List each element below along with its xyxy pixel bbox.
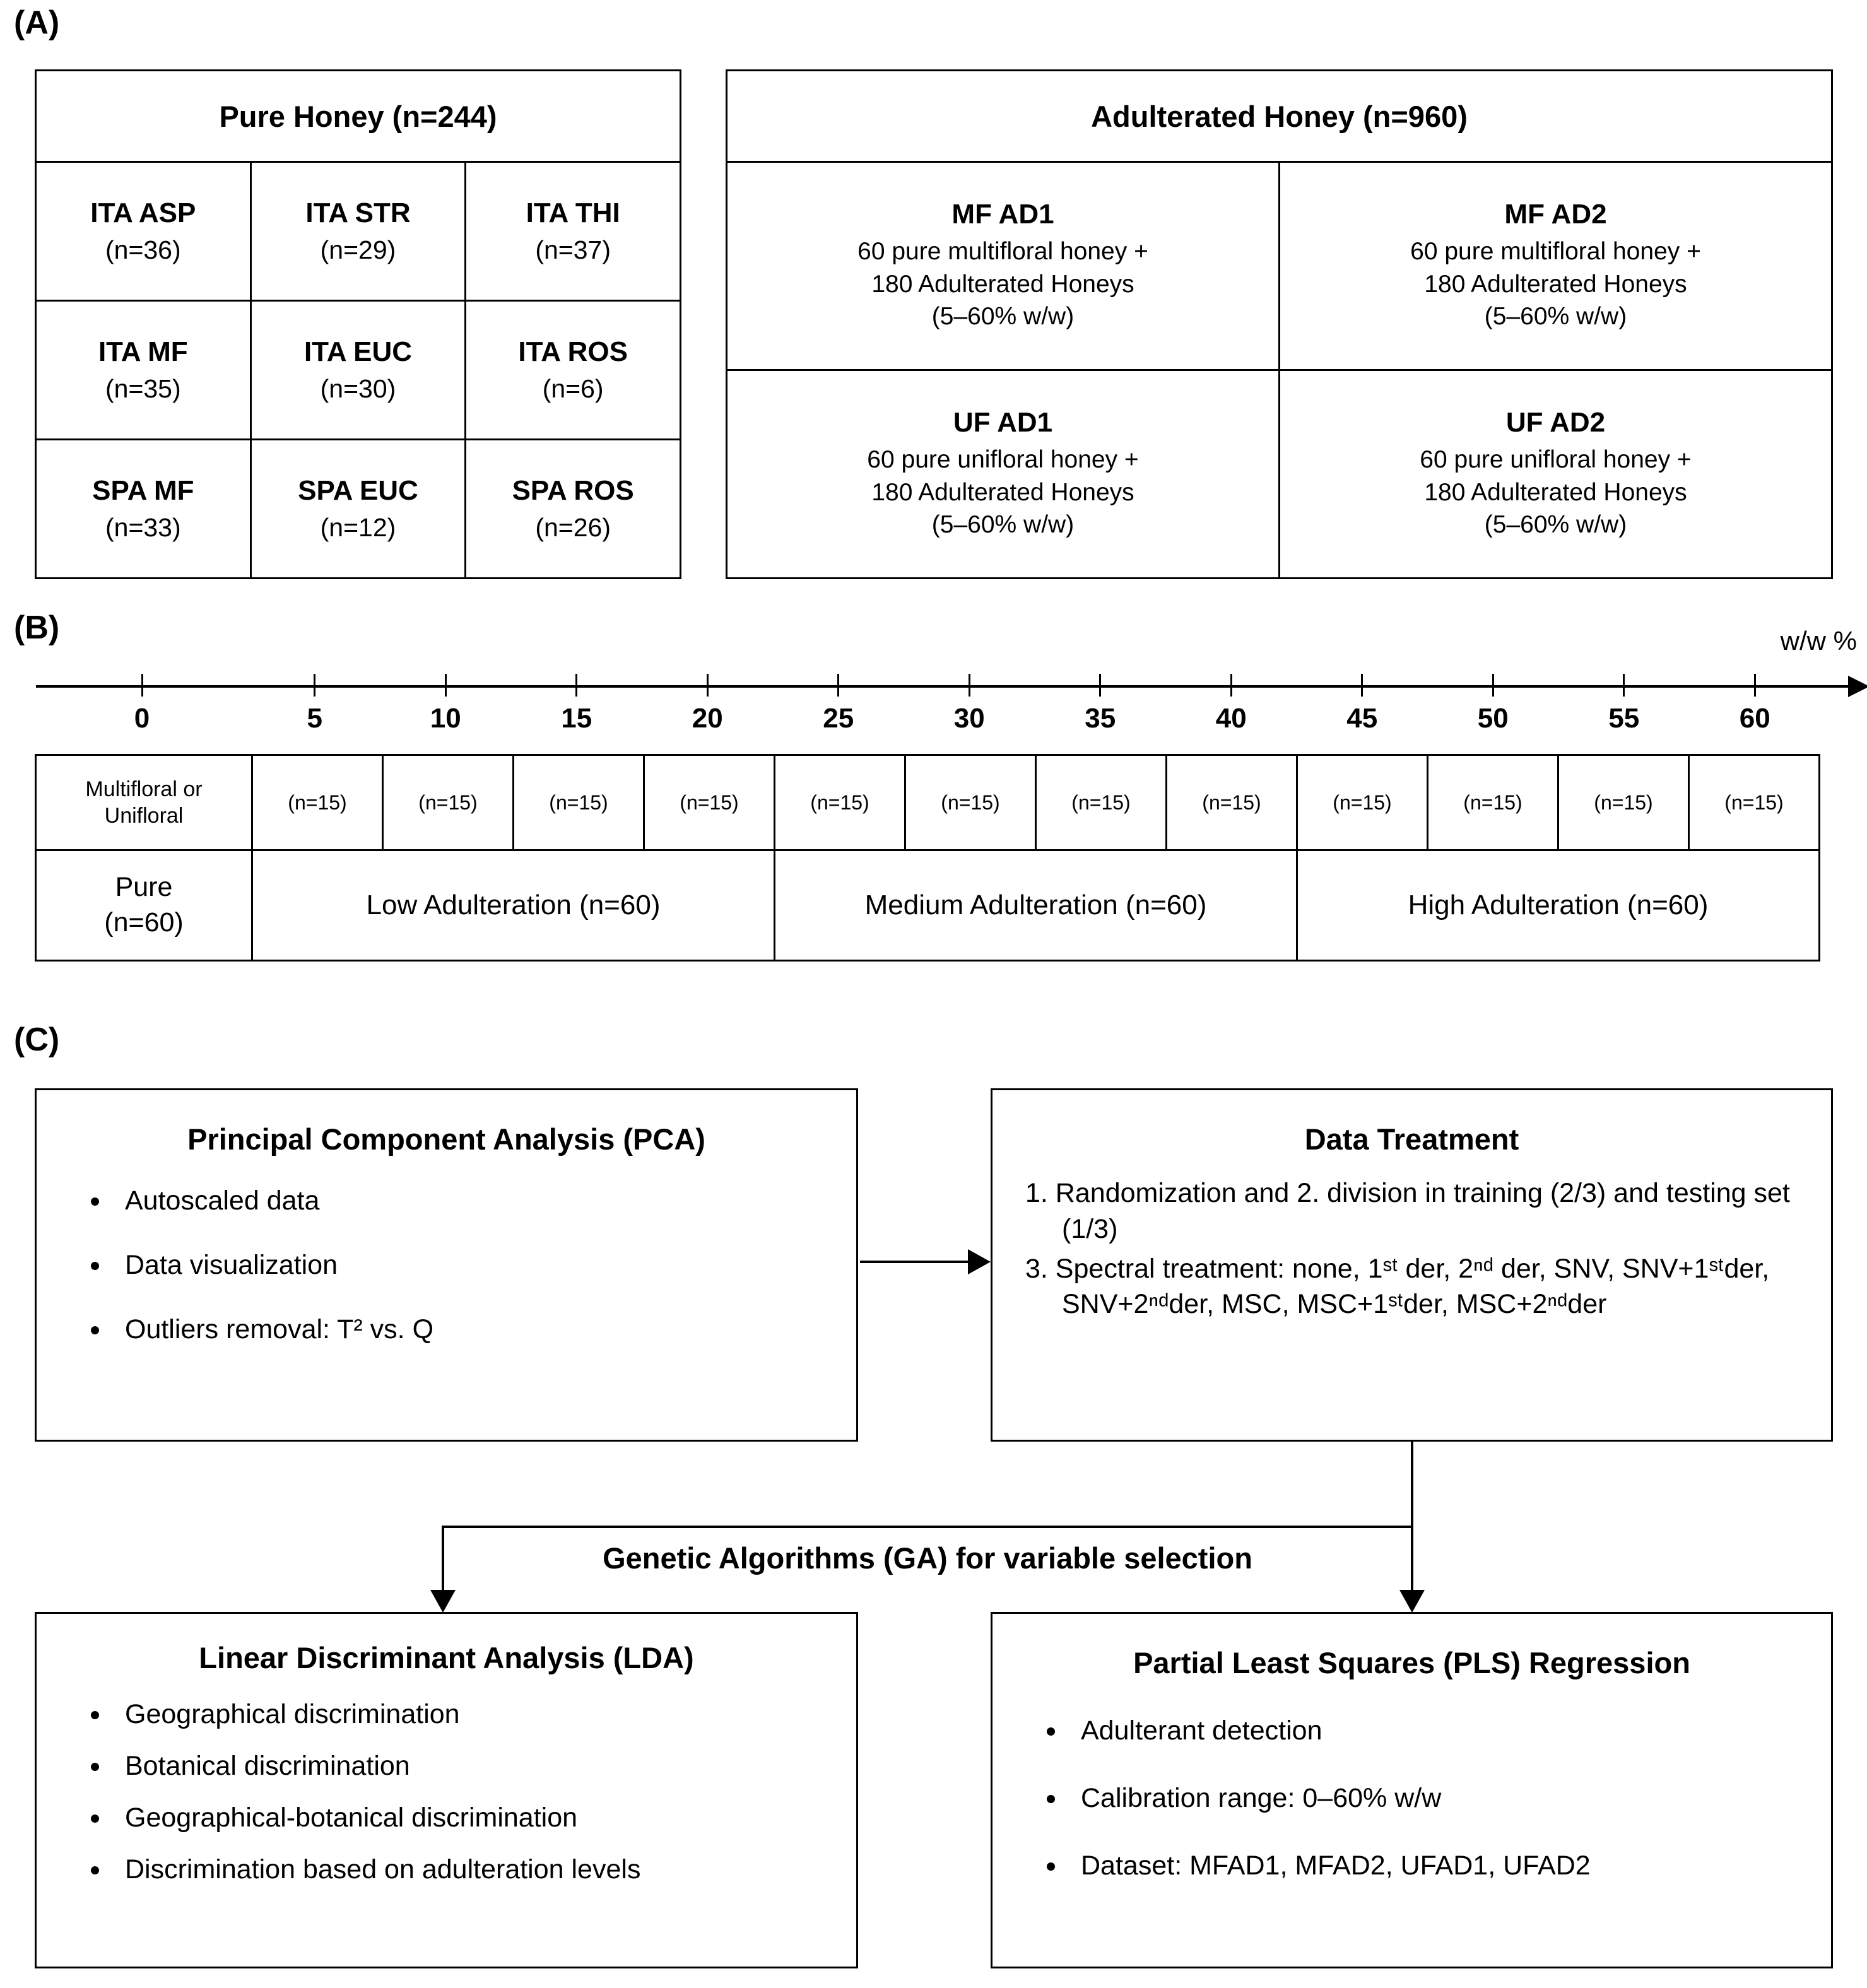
pure-honey-cell (466, 163, 680, 300)
high-adulteration-cell: High Adulteration (n=60) (1298, 851, 1818, 960)
sample-group-name: SPA ROS (512, 475, 634, 506)
pca-bullet: • Autoscaled data (111, 1185, 856, 1216)
sample-group-name: ITA MF (98, 336, 188, 367)
pls-bullet: • Dataset: MFAD1, MFAD2, UFAD1, UFAD2 (1067, 1850, 1831, 1881)
n-cell: (n=15) (1559, 756, 1688, 849)
panel-c-label: (C) (14, 1021, 60, 1058)
tick-label: 60 (1739, 703, 1770, 734)
tick-label: 20 (692, 703, 723, 734)
dataset-desc-line: (5–60% w/w) (931, 511, 1075, 539)
n-cell: (n=15) (384, 756, 512, 849)
lda-bullet-list (37, 1699, 856, 1885)
n-cell: (n=15) (1037, 756, 1165, 849)
n-cell: (n=15) (1298, 756, 1427, 849)
adulterated-honey-cell (1280, 371, 1831, 577)
data-treatment-items (1025, 1175, 1805, 1322)
dataset-name: UF AD1 (953, 407, 1053, 438)
lda-title: Linear Discriminant Analysis (LDA) (199, 1641, 694, 1674)
group-header-line: Unifloral (104, 804, 184, 828)
pure-line: (n=60) (104, 907, 184, 938)
dataset-desc-line: 180 Adulterated Honeys (871, 478, 1134, 506)
low-adulteration-cell: Low Adulteration (n=60) (253, 851, 774, 960)
pure-honey-title: Pure Honey (n=244) (37, 71, 680, 161)
sample-group-count: (n=37) (535, 235, 611, 264)
sample-group-name: ITA ASP (90, 197, 196, 228)
data-treatment-item: 1. Randomization and 2. division in training (2/3) and testing set (1/3) (1025, 1178, 1790, 1244)
dataset-desc-line: 60 pure multifloral honey + (857, 238, 1148, 266)
axis-arrowhead-icon (1848, 676, 1867, 697)
pure-honey-grid (37, 163, 680, 577)
pca-to-datatreatment-arrowhead-icon (968, 1249, 991, 1274)
data-treatment-item: 3. Spectral treatment: none, 1ˢᵗ der, 2ⁿᵈ der, SNV, SNV+1ˢᵗder, SNV+2ⁿᵈder, MSC, MSC+1ˢᵗder, MSC+2ⁿᵈder (1025, 1253, 1770, 1320)
tick-label: 25 (823, 703, 854, 734)
sample-group-count: (n=36) (105, 235, 181, 264)
n-cell: (n=15) (1167, 756, 1296, 849)
axis-label-row (35, 703, 1820, 734)
sample-group-count: (n=29) (320, 235, 396, 264)
group-header-cell (37, 756, 251, 849)
data-treatment-title: Data Treatment (1304, 1122, 1519, 1156)
sample-group-name: ITA EUC (303, 336, 413, 367)
pure-line: Pure (115, 872, 173, 903)
pure-honey-cell (37, 163, 250, 300)
adulterated-honey-grid (727, 163, 1831, 577)
sample-group-count: (n=12) (320, 513, 396, 542)
pure-honey-cell (466, 302, 680, 438)
dataset-desc-line: 180 Adulterated Honeys (871, 270, 1134, 298)
data-treatment-box (991, 1088, 1833, 1442)
dataset-desc-line: 60 pure multifloral honey + (1410, 238, 1701, 266)
pls-box (991, 1612, 1833, 1968)
pca-to-datatreatment-line (860, 1261, 972, 1263)
sample-group-count: (n=6) (542, 374, 604, 403)
pca-bullet: • Outliers removal: T² vs. Q (111, 1314, 856, 1345)
branch-line (442, 1526, 1413, 1528)
tick-label: 50 (1477, 703, 1509, 734)
lda-bullet: • Discrimination based on adulteration levels (111, 1854, 856, 1885)
dataset-desc-line: 60 pure unifloral honey + (1420, 446, 1692, 474)
n-cell: (n=15) (253, 756, 382, 849)
sample-group-name: SPA MF (92, 475, 194, 506)
dataset-desc-line: 180 Adulterated Honeys (1424, 478, 1687, 506)
axis-unit-label: w/w % (1780, 626, 1857, 656)
adulterated-honey-title: Adulterated Honey (n=960) (727, 71, 1831, 161)
n-cell: (n=15) (514, 756, 643, 849)
pure-honey-cell (252, 302, 465, 438)
pure-honey-table (35, 69, 681, 579)
n-cell: (n=15) (645, 756, 774, 849)
adulterated-honey-cell (1280, 163, 1831, 369)
sample-group-count: (n=35) (105, 374, 181, 403)
pure-honey-cell (466, 440, 680, 577)
pure-honey-cell (252, 440, 465, 577)
pure-honey-cell (37, 440, 250, 577)
adulteration-axis (35, 626, 1857, 734)
pca-title: Principal Component Analysis (PCA) (187, 1122, 705, 1156)
sample-group-count: (n=33) (105, 513, 181, 542)
sample-group-name: ITA THI (526, 197, 620, 228)
sample-group-name: ITA STR (305, 197, 411, 228)
sample-design-table (35, 754, 1820, 962)
pls-bullet: • Calibration range: 0–60% w/w (1067, 1783, 1831, 1814)
pure-cell (37, 851, 251, 960)
tick-label: 35 (1085, 703, 1116, 734)
tick-label: 30 (953, 703, 985, 734)
adulterated-honey-cell (727, 163, 1278, 369)
sample-group-name: SPA EUC (298, 475, 418, 506)
pca-bullet-list (37, 1185, 856, 1345)
n-cell: (n=15) (1690, 756, 1818, 849)
panel-b-label: (B) (14, 609, 60, 646)
adulterated-honey-table (726, 69, 1833, 579)
lda-arrowhead-icon (430, 1590, 456, 1613)
dataset-desc-line: (5–60% w/w) (1484, 511, 1627, 539)
n-cell: (n=15) (775, 756, 904, 849)
pls-title: Partial Least Squares (PLS) Regression (1133, 1646, 1690, 1679)
pure-honey-cell (37, 302, 250, 438)
dataset-desc-line: 60 pure unifloral honey + (867, 446, 1139, 474)
tick-label: 15 (561, 703, 592, 734)
pca-bullet: • Data visualization (111, 1250, 856, 1281)
tick-label: 55 (1608, 703, 1640, 734)
tick-label: 45 (1346, 703, 1378, 734)
n-cell: (n=15) (906, 756, 1035, 849)
dataset-name: MF AD2 (1504, 199, 1607, 230)
lda-bullet: • Botanical discrimination (111, 1751, 856, 1782)
tick-label: 10 (430, 703, 461, 734)
dataset-desc-line: 180 Adulterated Honeys (1424, 270, 1687, 298)
dataset-name: UF AD2 (1505, 407, 1606, 438)
lda-bullet: • Geographical-botanical discrimination (111, 1803, 856, 1833)
dataset-desc-line: (5–60% w/w) (1484, 303, 1627, 331)
group-header-line: Multifloral or (85, 777, 203, 801)
tick-label: 40 (1215, 703, 1247, 734)
n-cell: (n=15) (1428, 756, 1557, 849)
axis-line (36, 685, 1852, 688)
pca-box (35, 1088, 858, 1442)
lda-box (35, 1612, 858, 1968)
pls-bullet: • Adulterant detection (1067, 1715, 1831, 1746)
panel-a-label: (A) (14, 4, 60, 41)
pls-arrowhead-icon (1399, 1590, 1425, 1613)
tick-label: 0 (134, 703, 150, 734)
tick-label: 5 (307, 703, 322, 734)
dataset-name: MF AD1 (951, 199, 1054, 230)
adulterated-honey-cell (727, 371, 1278, 577)
lda-bullet: • Geographical discrimination (111, 1699, 856, 1730)
pls-bullet-list (992, 1715, 1831, 1881)
sample-group-count: (n=26) (535, 513, 611, 542)
ga-variable-selection-label: Genetic Algorithms (GA) for variable selection (603, 1541, 1252, 1575)
medium-adulteration-cell: Medium Adulteration (n=60) (775, 851, 1296, 960)
sample-group-name: ITA ROS (518, 336, 628, 367)
pure-honey-cell (252, 163, 465, 300)
sample-group-count: (n=30) (320, 374, 396, 403)
dataset-desc-line: (5–60% w/w) (931, 303, 1075, 331)
